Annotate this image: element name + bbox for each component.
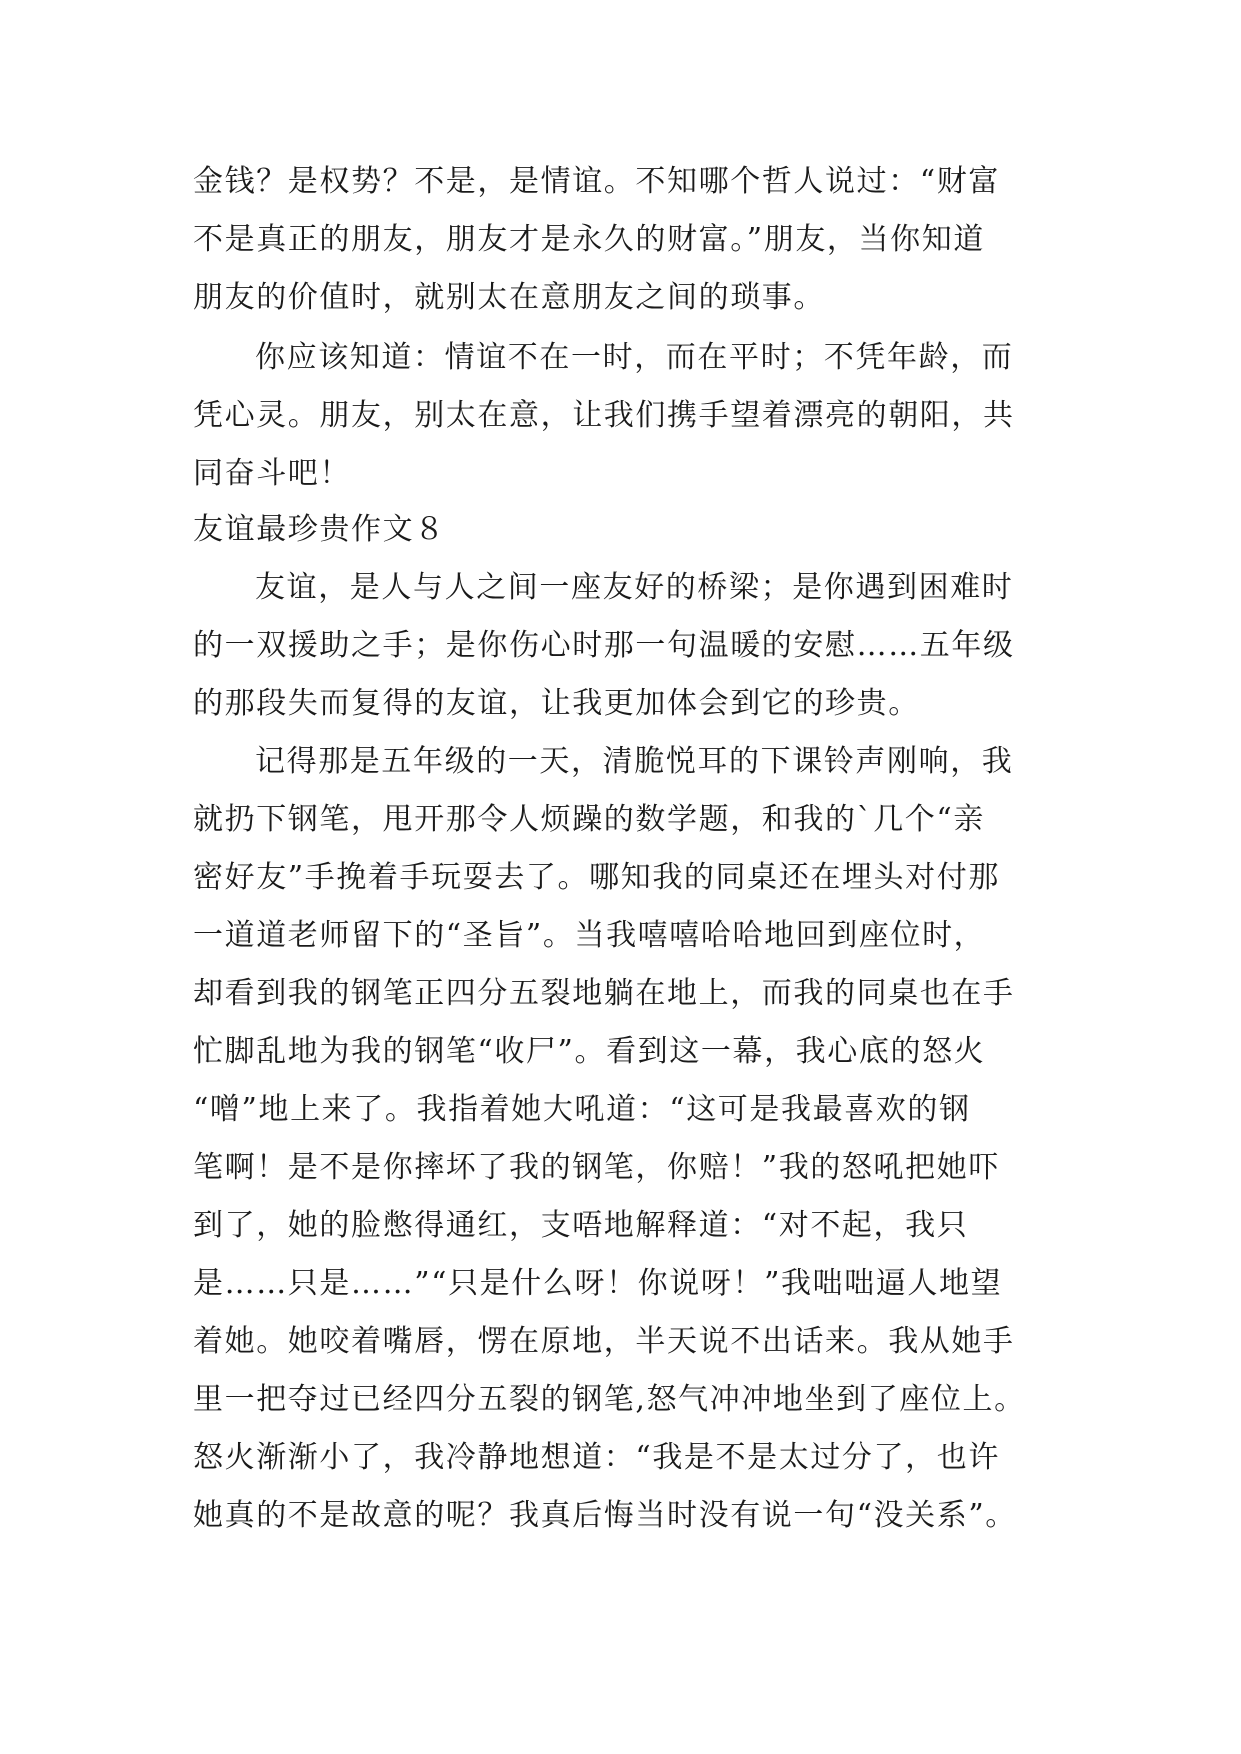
paragraph-line: 里一把夺过已经四分五裂的钢笔,怒气冲冲地坐到了座位上。: [193, 1382, 1026, 1417]
paragraph-line: 一道道老师留下的“圣旨”。当我嘻嘻哈哈地回到座位时，: [193, 918, 986, 953]
paragraph-line: 朋友的价值时，就别太在意朋友之间的琐事。: [193, 280, 825, 315]
paragraph-line: 凭心灵。朋友，别太在意，让我们携手望着漂亮的朝阳，共: [193, 398, 1015, 433]
section-heading: 友谊最珍贵作文８: [193, 512, 446, 547]
paragraph-line: 的一双援助之手；是你伤心时那一句温暖的安慰……五年级: [193, 628, 1015, 663]
paragraph-line: 密好友”手挽着手玩耍去了。哪知我的同桌还在埋头对付那: [193, 860, 1000, 895]
paragraph-line: 是……只是……”“只是什么呀！你说呀！”我咄咄逼人地望: [193, 1266, 1003, 1301]
paragraph-line: 同奋斗吧！: [193, 456, 351, 491]
paragraph-line: 怒火渐渐小了，我冷静地想道：“我是不是太过分了，也许: [193, 1440, 1000, 1475]
paragraph-line: 金钱？是权势？不是，是情谊。不知哪个哲人说过：“财富: [193, 164, 1000, 199]
paragraph-line: 友谊，是人与人之间一座友好的桥梁；是你遇到困难时: [255, 570, 1014, 605]
paragraph-line: 你应该知道：情谊不在一时，而在平时；不凭年龄，而: [255, 340, 1014, 375]
paragraph-line: 到了，她的脸憋得通红，支唔地解释道：“对不起，我只: [193, 1208, 969, 1243]
paragraph-line: 她真的不是故意的呢？我真后悔当时没有说一句“没关系”。: [193, 1498, 1017, 1533]
paragraph-line: 记得那是五年级的一天，清脆悦耳的下课铃声刚响，我: [255, 744, 1014, 779]
paragraph-line: 就扔下钢笔，甩开那令人烦躁的数学题，和我的`几个“亲: [193, 802, 985, 837]
paragraph-line: 笔啊！是不是你摔坏了我的钢笔，你赔！”我的怒吼把她吓: [193, 1150, 1000, 1185]
paragraph-line: “噌”地上来了。我指着她大吼道：“这可是我最喜欢的钢: [193, 1092, 971, 1127]
paragraph-line: 忙脚乱地为我的钢笔“收尸”。看到这一幕，我心底的怒火: [193, 1034, 986, 1069]
paragraph-line: 却看到我的钢笔正四分五裂地躺在地上，而我的同桌也在手: [193, 976, 1015, 1011]
paragraph-line: 的那段失而复得的友谊，让我更加体会到它的珍贵。: [193, 686, 920, 721]
paragraph-line: 不是真正的朋友，朋友才是永久的财富。”朋友，当你知道: [193, 222, 985, 257]
paragraph-line: 着她。她咬着嘴唇，愣在原地，半天说不出话来。我从她手: [193, 1324, 1015, 1359]
